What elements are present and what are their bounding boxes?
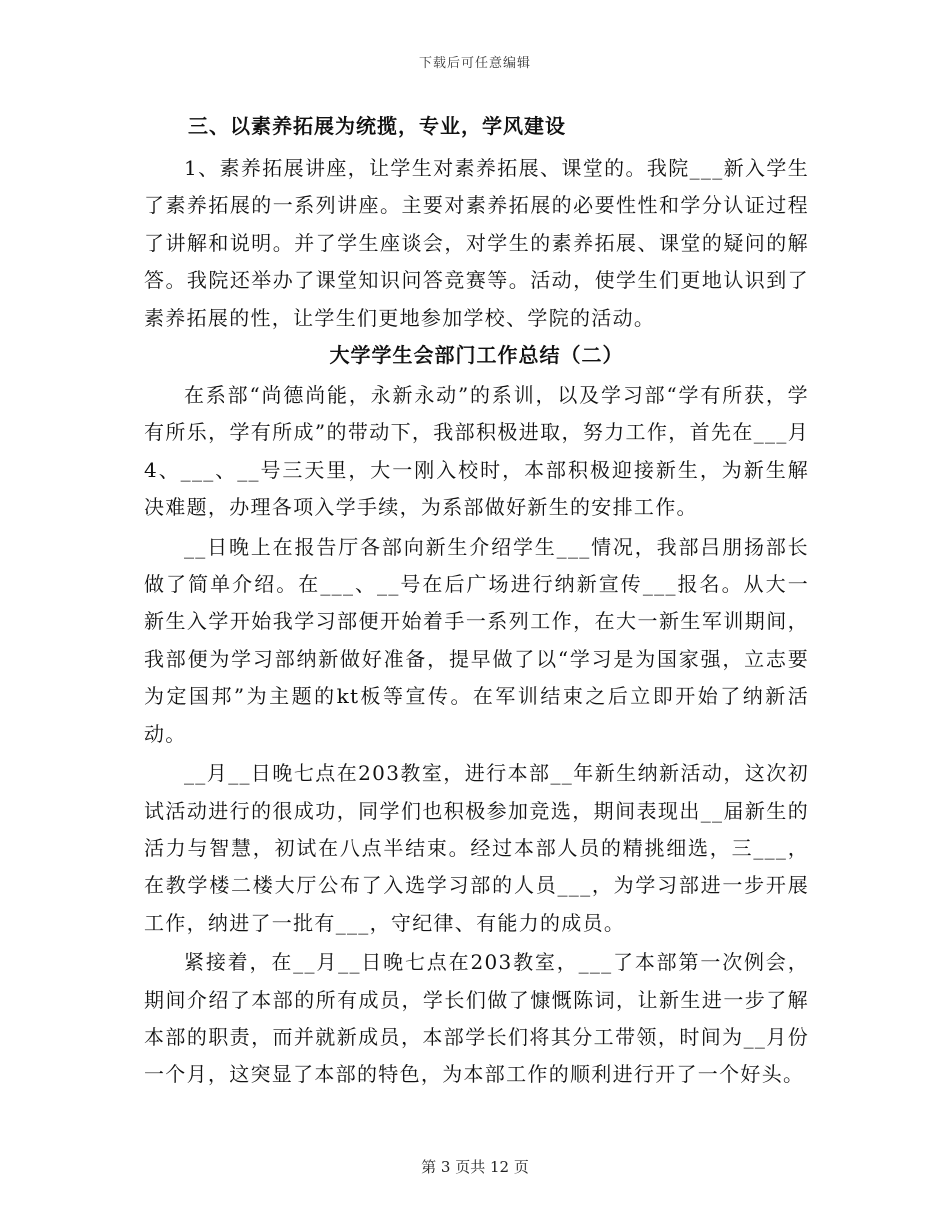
page-header: 下载后可任意编辑 bbox=[418, 56, 531, 71]
page-number: 第 3 页共 12 页 bbox=[421, 1158, 529, 1176]
article-title: 大学学生会部门工作总结（二） bbox=[329, 343, 624, 368]
article-paragraph-4: 紧接着，在__月__日晚七点在203教室，___了本部第一次例会，期间介绍了本部的所有成员，学长们做了慷慨陈词，让新生进一步了解本部的职责，而并就新成员，本部学长们将其分工带领，时间为__月份一个月，这突显了本部的特色，为本部工作的顺利进行开了一个好头。 bbox=[144, 950, 809, 1087]
document-body bbox=[144, 108, 809, 1094]
section-heading: 三、以素养拓展为统揽，专业，学风建设 bbox=[188, 114, 566, 138]
article-paragraph-1: 在系部“尚德尚能，永新永动”的系训，以及学习部“学有所获，学有所乐，学有所成”的带动下，我部积极进取，努力工作，首先在___月4、___、__号三天里，大一刚入校时，本部积极迎接新生，为新生解决难题，办理各项入学手续，为系部做好新生的安排工作。 bbox=[144, 383, 809, 520]
article-paragraph-2: __日晚上在报告厅各部向新生介绍学生___情况，我部吕朋扬部长做了简单介绍。在___、__号在后广场进行纳新宣传___报名。从大一新生入学开始我学习部便开始着手一系列工作，在大一新生军训期间，我部便为学习部纳新做好准备，提早做了以“学习是为国家强，立志要为定国邦”为主题的kt板等宣传。在军训结束之后立即开始了纳新活动。 bbox=[144, 534, 809, 746]
section-paragraph: 1、素养拓展讲座，让学生对素养拓展、课堂的。我院___新入学生了素养拓展的一系列讲座。主要对素养拓展的必要性性和学分认证过程了讲解和说明。并了学生座谈会，对学生的素养拓展、课堂的疑问的解答。我院还举办了课堂知识问答竞赛等。活动，使学生们更地认识到了素养拓展的性，让学生们更地参加学校、学院的活动。 bbox=[144, 156, 809, 330]
article-paragraph-3: __月__日晚七点在203教室，进行本部__年新生纳新活动，这次初试活动进行的很成功，同学们也积极参加竞选，期间表现出__届新生的活力与智慧，初试在八点半结束。经过本部人员的精挑细选，三___，在教学楼二楼大厅公布了入选学习部的人员___，为学习部进一步开展工作，纳进了一批有___，守纪律、有能力的成员。 bbox=[144, 761, 809, 935]
